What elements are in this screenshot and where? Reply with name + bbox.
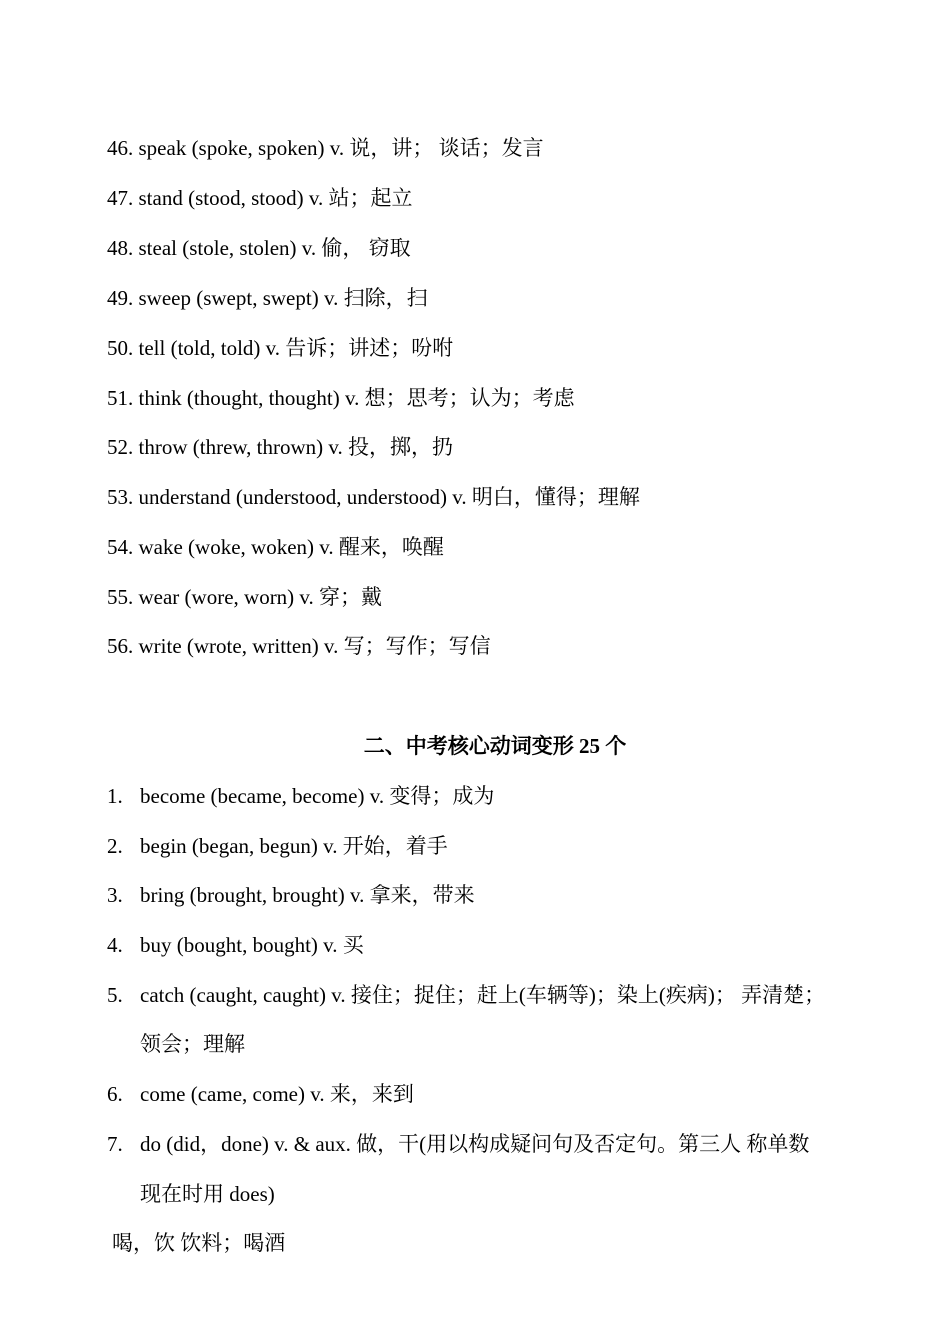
list-item: 50. tell (told, told) v. 告诉；讲述；吩咐	[107, 336, 454, 360]
list-item: 2. begin (began, begun) v. 开始，着手	[107, 834, 448, 858]
list-item: 53. understand (understood, understood) v. 明白，懂得；理解	[107, 485, 640, 509]
list-item: 54. wake (woke, woken) v. 醒来，唤醒	[107, 535, 444, 559]
list-item: 6. come (came, come) v. 来，来到	[107, 1082, 414, 1106]
list-item: 48. steal (stole, stolen) v. 偷， 窃取	[107, 236, 411, 260]
list-item-continuation: 现在时用 does)	[140, 1182, 275, 1206]
list-item: 4. buy (bought, bought) v. 买	[107, 933, 364, 957]
list-item: 3. bring (brought, brought) v. 拿来，带来	[107, 883, 475, 907]
list-item-continuation: 领会；理解	[140, 1032, 245, 1056]
list-item: 46. speak (spoke, spoken) v. 说，讲； 谈话；发言	[107, 136, 544, 160]
list-item: 52. throw (threw, thrown) v. 投，掷，扔	[107, 435, 454, 459]
list-item: 1. become (became, become) v. 变得；成为	[107, 784, 495, 808]
trailing-line: 喝，饮 饮料；喝酒	[112, 1231, 286, 1255]
list-item: 49. sweep (swept, swept) v. 扫除，扫	[107, 286, 428, 310]
list-item: 56. write (wrote, written) v. 写；写作；写信	[107, 634, 491, 658]
list-item: 51. think (thought, thought) v. 想；思考；认为；考虑	[107, 386, 575, 410]
section-heading: 二、中考核心动词变形 25 个	[363, 734, 627, 758]
list-item: 55. wear (wore, worn) v. 穿；戴	[107, 585, 383, 609]
list-item: 7. do (did，done) v. & aux. 做，干(用以构成疑问句及否定句。第三人 称单数	[107, 1132, 810, 1156]
list-item: 47. stand (stood, stood) v. 站；起立	[107, 186, 413, 210]
list-item: 5. catch (caught, caught) v. 接住；捉住；赶上(车辆等)；染上(疾病)； 弄清楚；	[107, 983, 826, 1007]
